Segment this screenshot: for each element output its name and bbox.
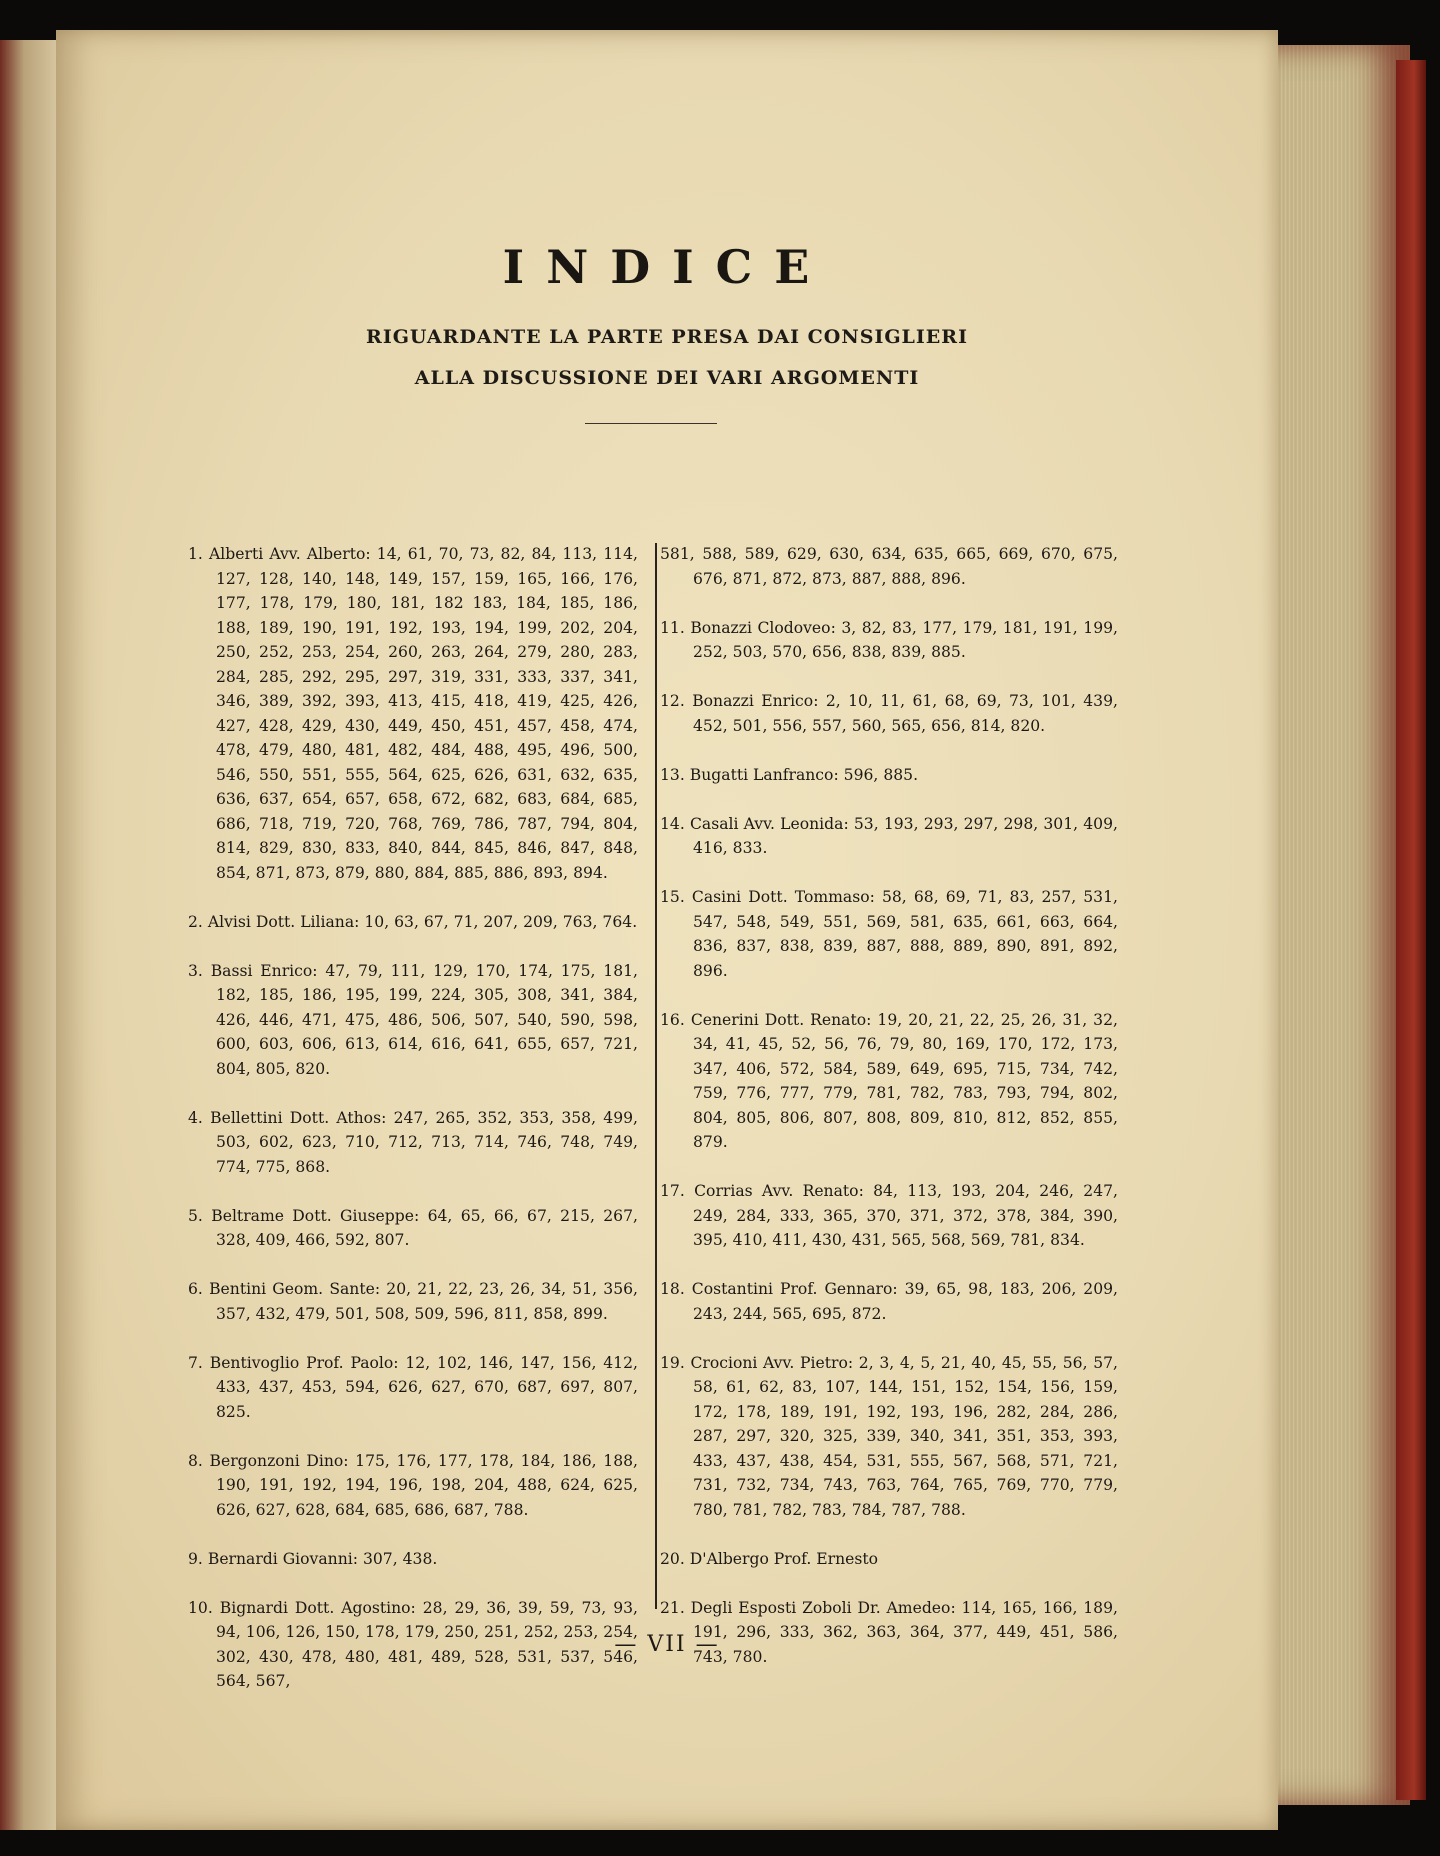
index-entry: 3. Bassi Enrico: 47, 79, 111, 129, 170, 174, 175, 181, 182, 185, 186, 195, 199, 224, 305, 308, 341, 384, 426, 446, 471, 475, 486, 506, 507, 540, 590, 598, 600, 603, 606, 613, 614, 616, 641, 655, 657, 721, 804, 805, 820. <box>188 959 638 1082</box>
entry-name: Bentini Geom. Sante <box>209 1280 375 1298</box>
entry-page-refs: 175, 176, 177, 178, 184, 186, 188, 190, 191, 192, 194, 196, 198, 204, 488, 624, 625, 626, 627, 628, 684, 685, 686, 687, 788. <box>216 1451 638 1519</box>
index-column-left <box>188 542 638 1718</box>
index-entry: 7. Bentivoglio Prof. Paolo: 12, 102, 146, 147, 156, 412, 433, 437, 453, 594, 626, 627, 670, 687, 697, 807, 825. <box>188 1351 638 1425</box>
entry-page-refs: 20, 21, 22, 23, 26, 34, 51, 356, 357, 432, 479, 501, 508, 509, 596, 811, 858, 899. <box>216 1280 638 1323</box>
index-entry: 4. Bellettini Dott. Athos: 247, 265, 352, 353, 358, 499, 503, 602, 623, 710, 712, 713, 714, 746, 748, 749, 774, 775, 868. <box>188 1106 638 1180</box>
entry-number: 5. <box>188 1206 203 1225</box>
entry-name: Alvisi Dott. Liliana <box>207 912 355 931</box>
index-entry: 2. Alvisi Dott. Liliana: 10, 63, 67, 71, 207, 209, 763, 764. <box>188 910 638 935</box>
entry-page-refs: 2, 3, 4, 5, 21, 40, 45, 55, 56, 57, 58, 61, 62, 83, 107, 144, 151, 152, 154, 156, 159, 172, 178, 189, 191, 192, 193, 196, 282, 284, 286, 287, 297, 320, 325, 339, 340, 341, 351, 353, 393, 433, 437, 438, 454, 531, 555, 567, 568, 571, 721, 731, 732, 734, 743, 763, 764, 765, 769, 770, 779, 780, 781, 782, 783, 784, 787, 788. <box>693 1353 1119 1519</box>
entry-page-refs: 53, 193, 293, 297, 298, 301, 409, 416, 833. <box>693 814 1118 857</box>
entry-page-refs: 58, 68, 69, 71, 83, 257, 531, 547, 548, 549, 551, 569, 581, 635, 661, 663, 664, 836, 837, 838, 839, 887, 888, 889, 890, 891, 892, 896. <box>693 888 1118 980</box>
entry-name: Bugatti Lanfranco <box>689 765 834 784</box>
index-entry: 21. Degli Esposti Zoboli Dr. Amedeo: 114, 165, 166, 189, 191, 296, 333, 362, 363, 364, 377, 449, 451, 586, 743, 780. <box>660 1596 1118 1670</box>
title-divider <box>585 423 717 424</box>
entry-number: 9. <box>188 1549 203 1568</box>
entry-page-refs: 14, 61, 70, 73, 82, 84, 113, 114, 127, 128, 140, 148, 149, 157, 159, 165, 166, 176, 177, 178, 179, 180, 181, 182 183, 184, 185, 186, 188, 189, 190, 191, 192, 193, 194, 199, 202, 204, 250, 252, 253, 254, 260, 263, 264, 279, 280, 283, 284, 285, 292, 295, 297, 319, 331, 333, 337, 341, 346, 389, 392, 393, 413, 415, 418, 419, 425, 426, 427, 428, 429, 430, 449, 450, 451, 457, 458, 474, 478, 479, 480, 481, 482, 484, 488, 495, 496, 500, 546, 550, 551, 555, 564, 625, 626, 631, 632, 635, 636, 637, 654, 657, 658, 672, 682, 683, 684, 685, 686, 718, 719, 720, 768, 769, 786, 787, 794, 804, 814, 829, 830, 833, 840, 844, 845, 846, 847, 848, 854, 871, 873, 879, 880, 884, 885, 886, 893, 894. <box>216 545 638 882</box>
entry-number: 12. <box>660 692 685 710</box>
entry-number: 16. <box>660 1010 685 1029</box>
entry-number: 2. <box>188 912 203 931</box>
entry-name: Costantini Prof. Gennaro <box>691 1280 893 1298</box>
entry-number: 20. <box>660 1549 685 1568</box>
entry-name: Bonazzi Enrico <box>692 692 814 710</box>
entry-number: 21. <box>660 1598 685 1617</box>
entry-name: Casini Dott. Tommaso <box>691 888 870 906</box>
entry-page-refs: 247, 265, 352, 353, 358, 499, 503, 602, 623, 710, 712, 713, 714, 746, 748, 749, 774, 775, 868. <box>216 1108 638 1176</box>
index-entry: 1. Alberti Avv. Alberto: 14, 61, 70, 73, 82, 84, 113, 114, 127, 128, 140, 148, 149, 157, 159, 165, 166, 176, 177, 178, 179, 180, 181, 182 183, 184, 185, 186, 188, 189, 190, 191, 192, 193, 194, 199, 202, 204, 250, 252, 253, 254, 260, 263, 264, 279, 280, 283, 284, 285, 292, 295, 297, 319, 331, 333, 337, 341, 346, 389, 392, 393, 413, 415, 418, 419, 425, 426, 427, 428, 429, 430, 449, 450, 451, 457, 458, 474, 478, 479, 480, 481, 482, 484, 488, 495, 496, 500, 546, 550, 551, 555, 564, 625, 626, 631, 632, 635, 636, 637, 654, 657, 658, 672, 682, 683, 684, 685, 686, 718, 719, 720, 768, 769, 786, 787, 794, 804, 814, 829, 830, 833, 840, 844, 845, 846, 847, 848, 854, 871, 873, 879, 880, 884, 885, 886, 893, 894. <box>188 542 638 885</box>
entry-number: 11. <box>660 618 685 637</box>
entry-page-refs: 2, 10, 11, 61, 68, 69, 73, 101, 439, 452, 501, 556, 557, 560, 565, 656, 814, 820. <box>693 692 1118 735</box>
entry-name: Degli Esposti Zoboli Dr. Amedeo <box>690 1598 951 1617</box>
entry-number: 4. <box>188 1108 203 1127</box>
entry-page-refs: 114, 165, 166, 189, 191, 296, 333, 362, 363, 364, 377, 449, 451, 586, 743, 780. <box>693 1598 1118 1666</box>
entry-name: Bernardi Giovanni <box>207 1549 353 1568</box>
entry-name: Bergonzoni Dino <box>209 1451 344 1470</box>
entry-name: Casali Avv. Leonida <box>689 814 844 833</box>
book-cover <box>1396 60 1426 1800</box>
facing-page-edge <box>0 40 60 1830</box>
entry-name: Bonazzi Clodoveo <box>690 618 831 637</box>
index-entry: 5. Beltrame Dott. Giuseppe: 64, 65, 66, 67, 215, 267, 328, 409, 466, 592, 807. <box>188 1204 638 1253</box>
entry-number: 7. <box>188 1353 203 1372</box>
entry-number: 17. <box>660 1182 685 1200</box>
entry-page-refs: 10, 63, 67, 71, 207, 209, 763, 764. <box>364 912 638 931</box>
entry-name: Crocioni Avv. Pietro <box>690 1353 848 1372</box>
index-entry: 12. Bonazzi Enrico: 2, 10, 11, 61, 68, 69, 73, 101, 439, 452, 501, 556, 557, 560, 565, 656, 814, 820. <box>660 689 1118 738</box>
entry-name: Alberti Avv. Alberto <box>209 545 366 563</box>
index-entry: 13. Bugatti Lanfranco: 596, 885. <box>660 763 1118 788</box>
entry-page-refs: 64, 65, 66, 67, 215, 267, 328, 409, 466, 592, 807. <box>216 1206 638 1249</box>
entry-name: Bellettini Dott. Athos <box>210 1108 382 1127</box>
entry-number: 3. <box>188 961 203 980</box>
index-entry: 16. Cenerini Dott. Renato: 19, 20, 21, 22, 25, 26, 31, 32, 34, 41, 45, 52, 56, 76, 79, 80, 169, 170, 172, 173, 347, 406, 572, 584, 589, 649, 695, 715, 734, 742, 759, 776, 777, 779, 781, 782, 783, 793, 794, 802, 804, 805, 806, 807, 808, 809, 810, 812, 852, 855, 879. <box>660 1008 1118 1155</box>
entry-name: Bassi Enrico <box>210 961 313 980</box>
entry-number: 8. <box>188 1451 203 1470</box>
page-number: — VII — <box>614 1632 720 1657</box>
entry-page-refs: 28, 29, 36, 39, 59, 73, 93, 94, 106, 126, 150, 178, 179, 250, 251, 252, 253, 254, 302, 430, 478, 480, 481, 489, 528, 531, 537, 546, 564, 567, <box>216 1598 638 1690</box>
entry-page-refs: 84, 113, 193, 204, 246, 247, 249, 284, 333, 365, 370, 371, 372, 378, 384, 390, 395, 410, 411, 430, 431, 565, 568, 569, 781, 834. <box>693 1182 1119 1249</box>
index-entry: 9. Bernardi Giovanni: 307, 438. <box>188 1547 638 1572</box>
entry-number: 6. <box>188 1280 203 1298</box>
entry-page-refs: 12, 102, 146, 147, 156, 412, 433, 437, 453, 594, 626, 627, 670, 687, 697, 807, 825. <box>216 1353 638 1421</box>
entry-name: Corrias Avv. Renato <box>694 1182 859 1200</box>
entry-number: 10. <box>188 1598 213 1617</box>
index-entry: 14. Casali Avv. Leonida: 53, 193, 293, 297, 298, 301, 409, 416, 833. <box>660 812 1118 861</box>
entry-page-refs: 596, 885. <box>843 765 919 784</box>
subtitle-line-1: RIGUARDANTE LA PARTE PRESA DAI CONSIGLIERI <box>366 326 968 348</box>
index-entry: 11. Bonazzi Clodoveo: 3, 82, 83, 177, 179, 181, 191, 199, 252, 503, 570, 656, 838, 839, 885. <box>660 616 1118 665</box>
entry-page-refs: 307, 438. <box>362 1549 438 1568</box>
index-entry: 8. Bergonzoni Dino: 175, 176, 177, 178, 184, 186, 188, 190, 191, 192, 194, 196, 198, 204, 488, 624, 625, 626, 627, 628, 684, 685, 686, 687, 788. <box>188 1449 638 1523</box>
index-entry <box>660 1547 1118 1572</box>
entry-number: 15. <box>660 888 685 906</box>
entry-name: Beltrame Dott. Giuseppe <box>211 1206 414 1225</box>
index-entry: 10. Bignardi Dott. Agostino: 28, 29, 36, 39, 59, 73, 93, 94, 106, 126, 150, 178, 179, 250, 251, 252, 253, 254, 302, 430, 478, 480, 481, 489, 528, 531, 537, 546, 564, 567, <box>188 1596 638 1694</box>
entry-name: D'Albergo Prof. Ernesto <box>689 1549 879 1568</box>
column-divider <box>655 543 657 1609</box>
entry-number: 1. <box>188 545 203 563</box>
entry-page-refs: 19, 20, 21, 22, 25, 26, 31, 32, 34, 41, 45, 52, 56, 76, 79, 80, 169, 170, 172, 173, 347, 406, 572, 584, 589, 649, 695, 715, 734, 742, 759, 776, 777, 779, 781, 782, 783, 793, 794, 802, 804, 805, 806, 807, 808, 809, 810, 812, 852, 855, 879. <box>693 1010 1118 1151</box>
index-entry: 17. Corrias Avv. Renato: 84, 113, 193, 204, 246, 247, 249, 284, 333, 365, 370, 371, 372, 378, 384, 390, 395, 410, 411, 430, 431, 565, 568, 569, 781, 834. <box>660 1179 1118 1253</box>
entry-number: 18. <box>660 1280 685 1298</box>
index-entry: 15. Casini Dott. Tommaso: 58, 68, 69, 71, 83, 257, 531, 547, 548, 549, 551, 569, 581, 635, 661, 663, 664, 836, 837, 838, 839, 887, 888, 889, 890, 891, 892, 896. <box>660 885 1118 983</box>
entry-number: 19. <box>660 1353 685 1372</box>
entry-page-refs: 47, 79, 111, 129, 170, 174, 175, 181, 182, 185, 186, 195, 199, 224, 305, 308, 341, 384, 426, 446, 471, 475, 486, 506, 507, 540, 590, 598, 600, 603, 606, 613, 614, 616, 641, 655, 657, 721, 804, 805, 820. <box>216 961 638 1078</box>
entry-number: 14. <box>660 814 685 833</box>
index-entry: 6. Bentini Geom. Sante: 20, 21, 22, 23, 26, 34, 51, 356, 357, 432, 479, 501, 508, 509, 596, 811, 858, 899. <box>188 1277 638 1326</box>
page-title: INDICE <box>502 240 832 294</box>
entry-number: 13. <box>660 765 685 784</box>
index-entry-continuation: 581, 588, 589, 629, 630, 634, 635, 665, 669, 670, 675, 676, 871, 872, 873, 887, 888, 896. <box>660 545 1118 588</box>
index-column-right <box>660 542 1118 1694</box>
entry-name: Bignardi Dott. Agostino <box>219 1598 411 1617</box>
index-entry: 19. Crocioni Avv. Pietro: 2, 3, 4, 5, 21, 40, 45, 55, 56, 57, 58, 61, 62, 83, 107, 144, 151, 152, 154, 156, 159, 172, 178, 189, 191, 192, 193, 196, 282, 284, 286, 287, 297, 320, 325, 339, 340, 341, 351, 353, 393, 433, 437, 438, 454, 531, 555, 567, 568, 571, 721, 731, 732, 734, 743, 763, 764, 765, 769, 770, 779, 780, 781, 782, 783, 784, 787, 788. <box>660 1351 1118 1523</box>
entry-name: Cenerini Dott. Renato <box>690 1010 867 1029</box>
entry-name: Bentivoglio Prof. Paolo <box>209 1353 394 1372</box>
subtitle-line-2: ALLA DISCUSSIONE DEI VARI ARGOMENTI <box>414 367 920 389</box>
entry-page-refs: 3, 82, 83, 177, 179, 181, 191, 199, 252, 503, 570, 656, 838, 839, 885. <box>693 618 1118 661</box>
entry-page-refs: 39, 65, 98, 183, 206, 209, 243, 244, 565, 695, 872. <box>693 1280 1119 1323</box>
index-entry: 18. Costantini Prof. Gennaro: 39, 65, 98, 183, 206, 209, 243, 244, 565, 695, 872. <box>660 1277 1118 1326</box>
book-page-block <box>1278 45 1410 1805</box>
